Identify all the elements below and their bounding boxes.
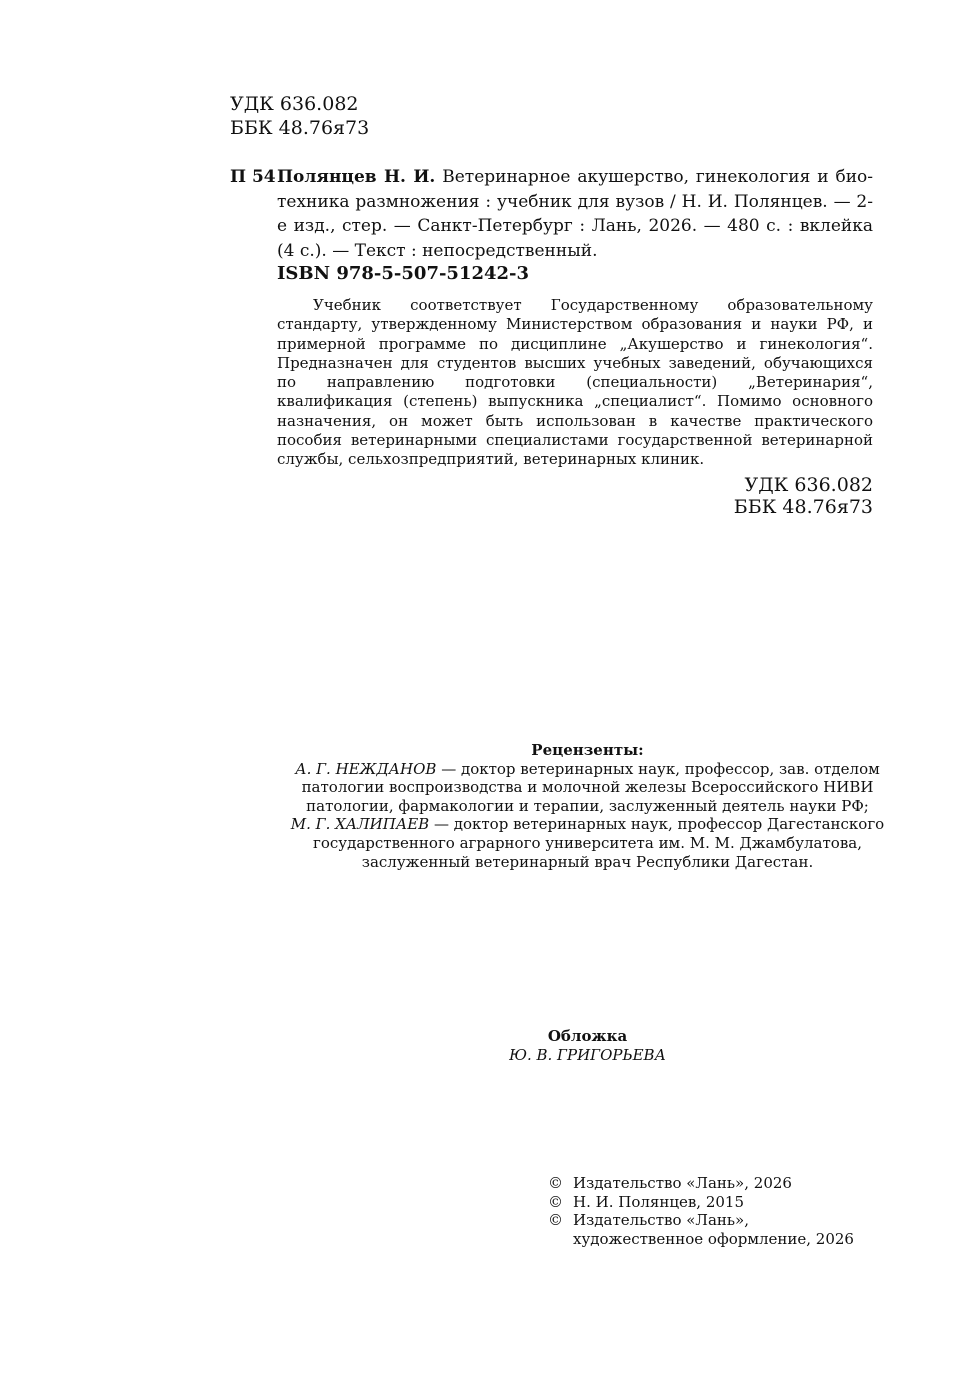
copyright-text-2: Н. И. Полянцев, 2015 <box>573 1192 745 1211</box>
reviewer-1-line-2: патологии воспроизводства и молочной железы Всероссийского НИВИ <box>301 778 874 797</box>
copyright-row-1 <box>548 1174 878 1193</box>
reviewer-1-text-1: — доктор ветеринарных наук, профессор, зав. отделом <box>436 759 880 778</box>
reviewer-1-line-1 <box>230 760 945 779</box>
reviewer-2-name: М. Г. ХАЛИПАЕВ <box>290 815 430 834</box>
reviewer-2-line-3: заслуженный ветеринарный врач Республики Дагестан. <box>361 852 814 871</box>
copyright-row-4 <box>548 1230 878 1249</box>
reviewer-1-name: А. Г. НЕЖДАНОВ <box>295 759 437 778</box>
copyright-symbol: © <box>548 1192 563 1211</box>
reviewer-1-line-3: патологии, фармакологии и терапии, заслуженный деятель науки РФ; <box>306 796 869 815</box>
udk-code-top: УДК 636.082 <box>230 93 359 115</box>
copyright-row-2 <box>548 1193 878 1212</box>
bbk-code-top: ББК 48.76я73 <box>230 117 370 139</box>
cover-heading: Обложка <box>547 1027 628 1045</box>
reviewer-2-text-1: — доктор ветеринарных наук, профессор Дагестанского <box>429 815 885 834</box>
description-line-1: Ветеринарное акушерство, гинекология и био- <box>442 167 873 187</box>
copyright-text-3b: художественное оформление, 2026 <box>573 1229 854 1248</box>
description-line-4: (4 с.). — Текст : непосредственный. <box>277 240 598 261</box>
reviewer-2-line-2: государственного аграрного университета им. М. М. Джамбулатова, <box>313 833 862 852</box>
annotation: Учебник соответствует Государственному образовательному стандарту, утвержденному Министерством образования и науки РФ, и примерной программе по дисциплине „Акушерство и гинекология“. Предназначен для студентов высших учебных заведений, обучающихся по направлению подготовки (специальности) „Ветеринария“, квалификация (степень) выпускника „специалист“. Помимо основного назначения, он может быть использован в качестве практического пособия ветеринарными специалистами государственной ветеринарной службы, сельхозпредприятий, ветеринарных клиник. <box>277 296 873 469</box>
cover-designer: Ю. В. ГРИГОРЬЕВА <box>509 1045 666 1064</box>
description-line-3: изд., стер. — Санкт-Петербург : Лань, 2026. — 480 с. : вклейка <box>293 216 873 236</box>
copyright-symbol: © <box>548 1211 563 1230</box>
bbk-code-bottom: ББК 48.76я73 <box>733 496 873 518</box>
reviewers-heading: Рецензенты: <box>531 741 644 759</box>
udk-block-top <box>230 92 369 140</box>
reviewers-block <box>230 741 945 871</box>
copyright-symbol: © <box>548 1174 563 1192</box>
bibliographic-description <box>277 165 873 263</box>
author-sign: П 54 <box>230 167 276 187</box>
description-line-2: техника размножения : учебник для вузов / Н. И. Полянцев. — 2-е <box>277 191 873 236</box>
copyright-block <box>548 1174 878 1248</box>
copyright-row-3 <box>548 1211 878 1230</box>
reviewer-2-line-1 <box>230 815 945 834</box>
isbn: ISBN 978-5-507-51242-3 <box>277 263 530 284</box>
author-name: Полянцев Н. И. <box>277 167 436 187</box>
udk-code-bottom: УДК 636.082 <box>744 474 873 496</box>
copyright-text-1: Издательство «Лань», 2026 <box>573 1174 792 1192</box>
udk-block-bottom <box>600 474 873 518</box>
cover-credit <box>430 1027 745 1064</box>
copyright-text-3a: Издательство «Лань», <box>573 1211 750 1230</box>
